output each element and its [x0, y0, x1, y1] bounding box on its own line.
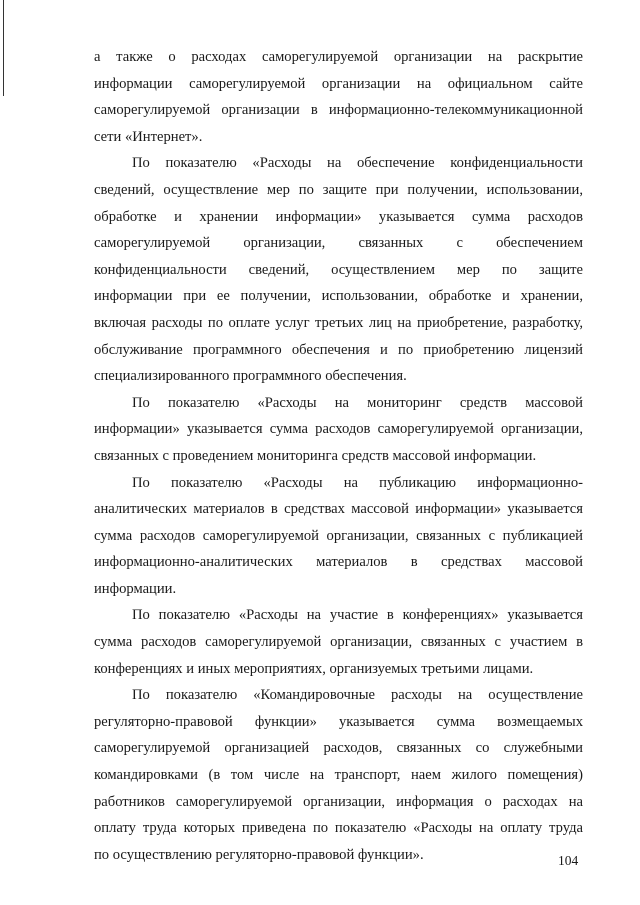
text-line: информации саморегулируемой организации на официальном сайте: [94, 75, 583, 92]
text-line: аналитических материалов в средствах массовой информации» указывается: [94, 501, 583, 518]
text-line: саморегулируемой организации в информационно-телекоммуникационной: [94, 102, 583, 119]
text-line: регуляторно-правовой функции» указывается сумма возмещаемых: [94, 713, 583, 730]
text-line: связанных с проведением мониторинга средств массовой информации.: [94, 447, 537, 464]
text-line: включая расходы по оплате услуг третьих лиц на приобретение, разработку,: [94, 314, 583, 331]
paragraph-3: [94, 390, 583, 470]
text-line: по осуществлению регуляторно-правовой функции».: [94, 846, 424, 863]
text-line: конференциях и иных мероприятиях, организуемых третьими лицами.: [94, 660, 534, 677]
text-line: По показателю «Расходы на мониторинг средств массовой: [132, 394, 583, 411]
text-line: сети «Интернет».: [94, 128, 203, 145]
text-line: оплату труда которых приведена по показателю «Расходы на оплату труда: [94, 820, 583, 837]
text-line: По показателю «Командировочные расходы на осуществление: [132, 687, 583, 704]
text-line: работников саморегулируемой организации, информация о расходах на: [94, 793, 583, 810]
text-line: командировками (в том числе на транспорт, наем жилого помещения): [94, 767, 583, 784]
text-line: По показателю «Расходы на публикацию информационно-: [132, 474, 583, 491]
margin-rule: [3, 0, 4, 96]
text-line: специализированного программного обеспечения.: [94, 368, 407, 385]
text-line: саморегулируемой организации, связанных с обеспечением: [94, 235, 583, 252]
text-line: саморегулируемой организацией расходов, связанных со служебными: [94, 740, 583, 757]
text-line: конфиденциальности сведений, осуществлением мер по защите: [94, 261, 583, 278]
paragraph-5: [94, 602, 583, 682]
text-line: информации при ее получении, использовании, обработке и хранении,: [94, 288, 583, 305]
paragraph-6: [94, 682, 583, 868]
text-line: обслуживание программного обеспечения и по приобретению лицензий: [94, 341, 583, 358]
text-line: информационно-аналитических материалов в средствах массовой: [94, 554, 583, 571]
paragraph-1: [94, 44, 583, 150]
paragraph-2: [94, 150, 583, 389]
text-line: сумма расходов саморегулируемой организации, связанных с публикацией: [94, 527, 583, 544]
text-line: информации.: [94, 580, 177, 597]
paragraph-4: [94, 470, 583, 603]
text-line: По показателю «Расходы на обеспечение конфиденциальности: [132, 155, 583, 172]
text-line: сумма расходов саморегулируемой организации, связанных с участием в: [94, 634, 583, 651]
text-line: информации» указывается сумма расходов саморегулируемой организации,: [94, 421, 583, 438]
text-line: а также о расходах саморегулируемой организации на раскрытие: [94, 49, 583, 65]
page-number: 104: [558, 853, 579, 868]
text-line: обработке и хранении информации» указывается сумма расходов: [94, 208, 583, 225]
text-line: По показателю «Расходы на участие в конференциях» указывается: [132, 607, 583, 624]
document-body: [94, 44, 583, 868]
text-line: сведений, осуществление мер по защите при получении, использовании,: [94, 181, 583, 198]
